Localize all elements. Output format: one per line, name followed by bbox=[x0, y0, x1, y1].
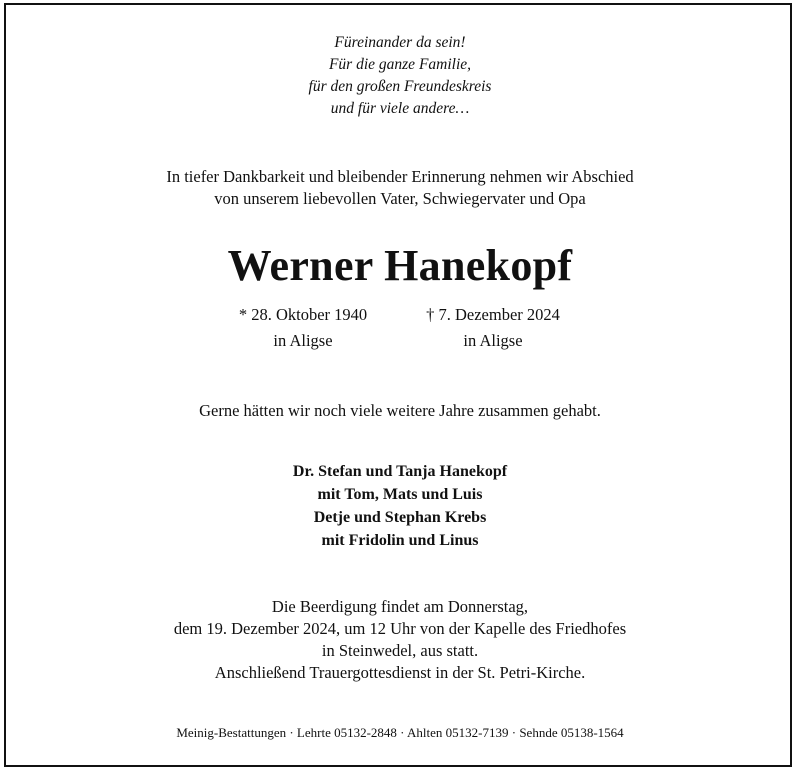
intro-line: von unserem liebevollen Vater, Schwiegervater und Opa bbox=[214, 189, 586, 208]
motto-line: Für die ganze Familie, bbox=[328, 56, 472, 73]
motto bbox=[0, 32, 800, 120]
funeral-line: Die Beerdigung findet am Donnerstag, bbox=[271, 597, 529, 616]
family-line: mit Fridolin und Linus bbox=[321, 532, 479, 549]
funeral-line: in Steinwedel, aus statt. bbox=[321, 641, 479, 660]
intro-text bbox=[0, 166, 800, 210]
quote: Gerne hätten wir noch viele weitere Jahre zusammen gehabt. bbox=[199, 401, 601, 420]
deceased-name: Werner Hanekopf bbox=[227, 241, 573, 290]
family-line: Dr. Stefan und Tanja Hanekopf bbox=[292, 463, 508, 480]
family-names bbox=[0, 460, 800, 552]
funeral-line: Anschließend Trauergottesdienst in der St. Petri-Kirche. bbox=[214, 663, 586, 682]
motto-line: und für viele andere… bbox=[330, 100, 470, 117]
motto-line: für den großen Freundeskreis bbox=[308, 78, 492, 95]
motto-line: Füreinander da sein! bbox=[334, 34, 466, 51]
birth-info bbox=[218, 302, 388, 354]
death-date: † 7. Dezember 2024 bbox=[426, 305, 560, 324]
birth-place: in Aligse bbox=[273, 331, 333, 350]
family-line: mit Tom, Mats und Luis bbox=[317, 486, 483, 503]
intro-line: In tiefer Dankbarkeit und bleibender Erinnerung nehmen wir Abschied bbox=[166, 167, 634, 186]
death-place: in Aligse bbox=[463, 331, 523, 350]
birth-date: * 28. Oktober 1940 bbox=[238, 305, 368, 324]
family-line: Detje und Stephan Krebs bbox=[313, 509, 487, 526]
funeral-line: dem 19. Dezember 2024, um 12 Uhr von der Kapelle des Friedhofes bbox=[173, 619, 627, 638]
funeral-info bbox=[0, 596, 800, 684]
undertaker-footer: Meinig-Bestattungen · Lehrte 05132-2848 · Ahlten 05132-7139 · Sehnde 05138-1564 bbox=[176, 725, 624, 740]
death-info bbox=[408, 302, 578, 354]
